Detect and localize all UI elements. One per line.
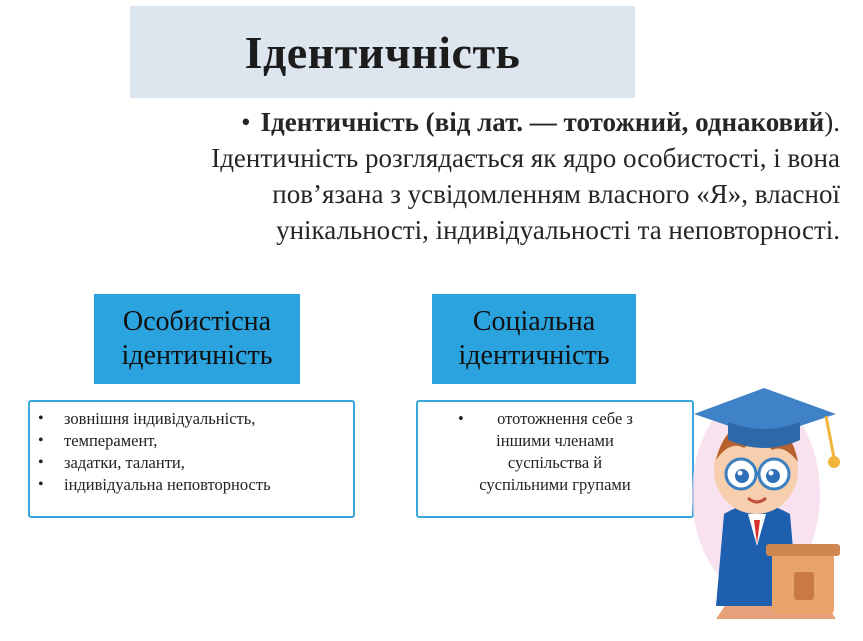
label-line: ідентичність [121, 340, 273, 371]
bullet-icon: • [458, 409, 464, 428]
personal-identity-label [94, 294, 300, 384]
list-item [428, 408, 682, 430]
student-mascot-illustration [686, 374, 848, 624]
list-line: ототожнення себе з [497, 409, 633, 428]
definition-text: ). Ідентичність розглядається як ядро особистості, і вона пов’язана з усвідомленням власного «Я», власної унікальності, індивідуальності та неповторності. [211, 107, 840, 245]
social-identity-label [432, 294, 636, 384]
slide-title: Ідентичність [244, 26, 521, 78]
list-line: іншими членами [496, 431, 614, 450]
list-item: • темперамент, [38, 430, 353, 452]
label-line: ідентичність [458, 340, 610, 371]
list-item: • задатки, таланти, [38, 452, 353, 474]
social-identity-list [416, 400, 694, 518]
bullet-icon: • [241, 107, 251, 137]
title-banner [130, 6, 635, 98]
personal-identity-list [28, 400, 355, 518]
definition-term: Ідентичність (від лат. — тотожний, однаковий [260, 107, 825, 137]
list-line: суспільними групами [479, 475, 631, 494]
label-line: Особистісна [122, 306, 272, 337]
definition-paragraph [120, 104, 840, 248]
list-item: • зовнішня індивідуальність, [38, 408, 353, 430]
list-line: суспільства й [507, 453, 603, 472]
list-item: • індивідуальна неповторность [38, 474, 353, 496]
label-line: Соціальна [472, 306, 596, 337]
